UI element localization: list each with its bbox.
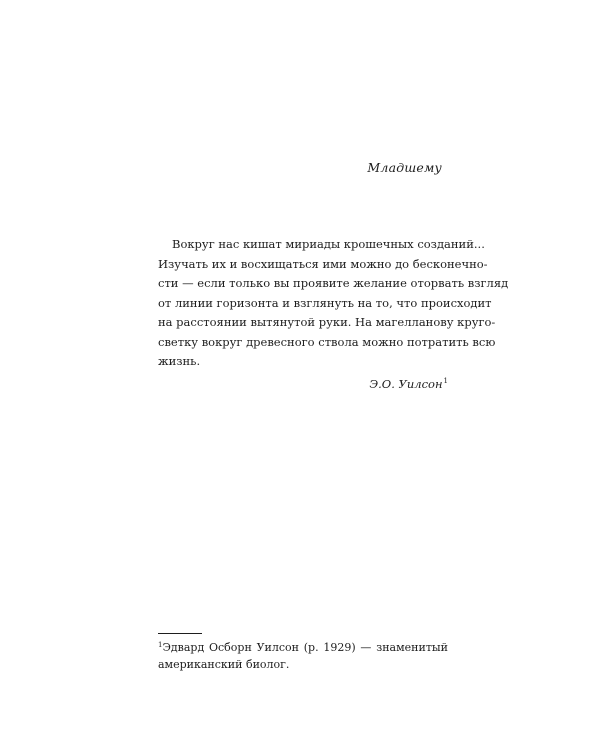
dedication: Младшему: [367, 160, 442, 175]
epigraph-line: светку вокруг древесного ствола можно потратить всю: [158, 334, 496, 349]
footnote-reference: 1: [443, 376, 448, 385]
epigraph-line: Вокруг нас кишат мириады крошечных созданий...: [172, 237, 485, 251]
footnote-line: американский биолог.: [158, 658, 290, 671]
footnote-line: [158, 637, 448, 656]
epigraph-text: [158, 235, 509, 372]
epigraph-line: сти — если только вы проявите желание оторвать взгляд: [158, 276, 509, 290]
attribution-author: Э.О. Уилсон: [369, 376, 443, 391]
footnote-marker: 1: [158, 641, 163, 649]
footnote: [158, 637, 448, 673]
epigraph: [158, 235, 509, 394]
footnote-separator: [158, 633, 202, 634]
epigraph-line: на расстоянии вытянутой руки. На магелланову круго-: [158, 315, 496, 329]
epigraph-line: от линии горизонта и взглянуть на то, что происходит: [158, 295, 492, 310]
epigraph-line: Изучать их и восхищаться ими можно до бесконечно-: [158, 256, 488, 271]
epigraph-attribution: [158, 372, 448, 394]
epigraph-line: жизнь.: [158, 354, 201, 368]
footnote-text: Эдвард Осборн Уилсон (р. 1929) — знаменитый: [162, 641, 448, 654]
